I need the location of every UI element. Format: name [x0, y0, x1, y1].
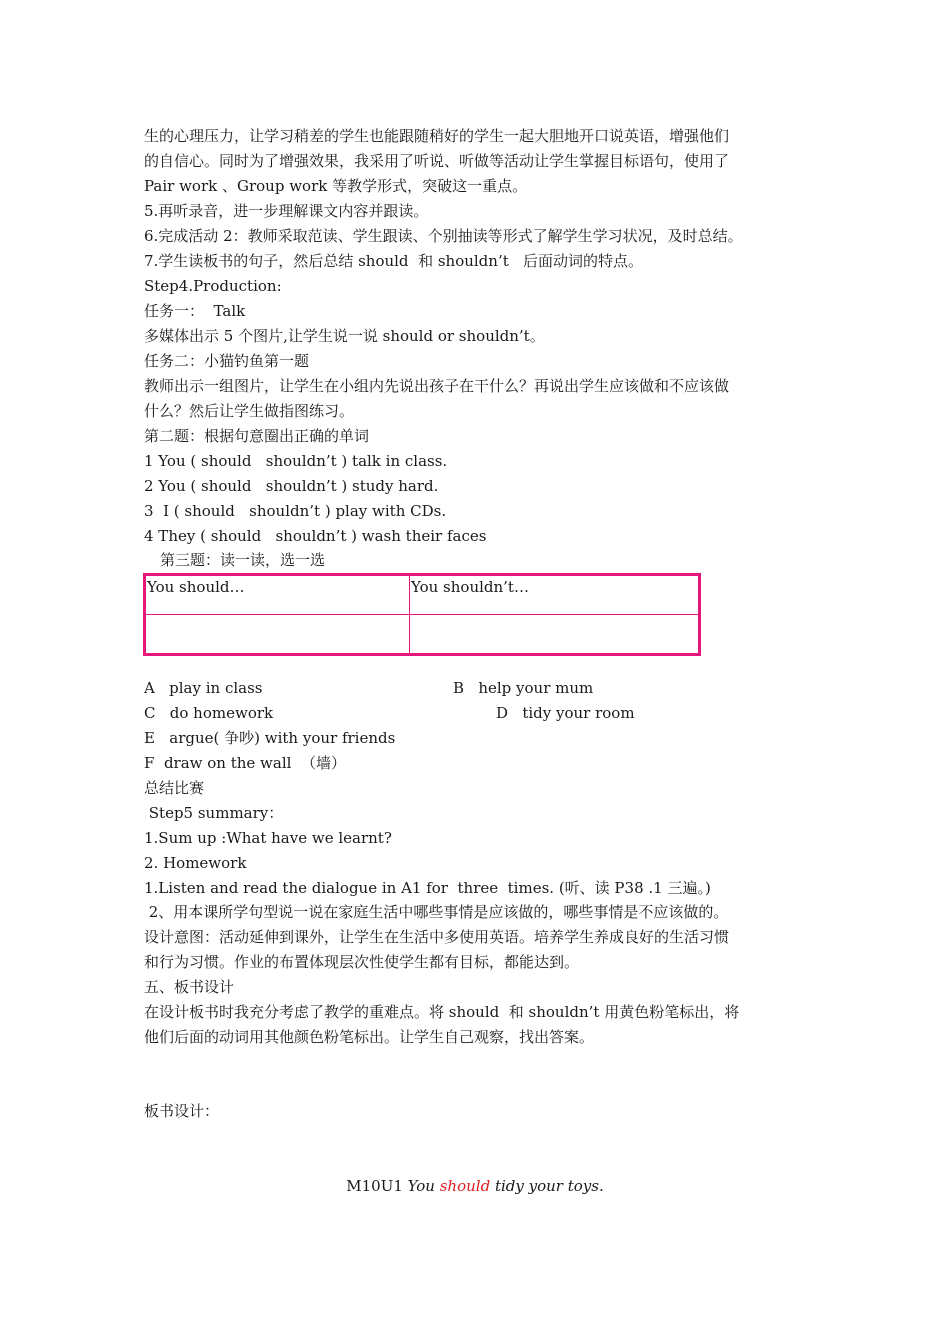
text-line: Pair work 、Group work 等教学形式，突破这一重点。: [144, 177, 528, 195]
board-title-you: You: [407, 1177, 440, 1195]
section-heading: 五、板书设计: [144, 978, 235, 996]
text-line: 7.学生读板书的句子，然后总结 should 和 shouldn’t 后面动词的特点。: [144, 252, 644, 270]
board-title: [0, 1174, 950, 1199]
option-e: E argue( 争吵) with your friends: [144, 729, 396, 747]
option-a: A play in class: [144, 679, 263, 697]
exercise-item: 1 You ( should shouldn’t ) talk in class.: [144, 452, 448, 470]
text-line: 的自信心。同时为了增强效果，我采用了听说、听做等活动让学生掌握目标语句，使用了: [144, 152, 730, 170]
text-line: 和行为习惯。作业的布置体现层次性使学生都有目标，都能达到。: [144, 953, 580, 971]
text-line: 1.Listen and read the dialogue in A1 for three times. (听、读 P38 .1 三遍。): [144, 879, 711, 897]
text-line: 6.完成活动 2：教师采取范读、学生跟读、个别抽读等形式了解学生学习状况，及时总结。: [144, 227, 743, 245]
option-c: C do homework: [144, 704, 274, 722]
board-title-should: should: [439, 1177, 491, 1195]
step-heading: Step4.Production:: [144, 277, 282, 295]
text-line: 他们后面的动词用其他颜色粉笔标出。让学生自己观察，找出答案。: [144, 1028, 595, 1046]
text-line: 1.Sum up :What have we learnt?: [144, 829, 392, 847]
text-line: 生的心理压力，让学习稍差的学生也能跟随稍好的学生一起大胆地开口说英语，增强他们: [144, 127, 730, 145]
text-line: 教师出示一组图片，让学生在小组内先说出孩子在干什么？再说出学生应该做和不应该做: [144, 377, 730, 395]
board-design-label: 板书设计：: [144, 1102, 220, 1120]
task-heading: 任务一： Talk: [144, 302, 246, 320]
table-header-should: You should…: [145, 575, 410, 615]
text-line: 在设计板书时我充分考虑了教学的重难点。将 should 和 shouldn’t 用黄色粉笔标出，将: [144, 1003, 740, 1021]
text-line: 多媒体出示 5 个图片,让学生说一说 should or shouldn’t。: [144, 327, 545, 345]
text-line: 2、用本课所学句型说一说在家庭生活中哪些事情是应该做的，哪些事情是不应该做的。: [144, 903, 729, 921]
text-line: 什么？然后让学生做指图练习。: [144, 402, 355, 420]
exercise-heading: 第二题：根据句意圈出正确的单词: [144, 427, 370, 445]
option-f: F draw on the wall （墙）: [144, 754, 346, 772]
option-d: D tidy your room: [496, 704, 635, 722]
exercise-item: 2 You ( should shouldn’t ) study hard.: [144, 477, 439, 495]
exercise-heading: 第三题：读一读，选一选: [160, 551, 326, 569]
table-cell-should-answer: [145, 615, 410, 655]
text-line: 设计意图：活动延伸到课外，让学生在生活中多使用英语。培养学生养成良好的生活习惯: [144, 928, 730, 946]
board-title-rest: tidy your toys.: [490, 1177, 604, 1195]
board-title-unit: M10U1: [346, 1177, 408, 1195]
task-heading: 任务二：小猫钓鱼第一题: [144, 352, 310, 370]
option-b: B help your mum: [453, 679, 594, 697]
text-line: 总结比赛: [144, 779, 205, 797]
table-cell-shouldnt-answer: [410, 615, 700, 655]
text-line: 5.再听录音，进一步理解课文内容并跟读。: [144, 202, 429, 220]
text-line: 2. Homework: [144, 854, 247, 872]
should-shouldnt-table: [143, 573, 701, 656]
table-header-shouldnt: You shouldn’t…: [410, 575, 700, 615]
exercise-item: 3 I ( should shouldn’t ) play with CDs.: [144, 502, 447, 520]
exercise-item: 4 They ( should shouldn’t ) wash their faces: [144, 527, 487, 545]
step-heading: Step5 summary：: [144, 804, 284, 822]
